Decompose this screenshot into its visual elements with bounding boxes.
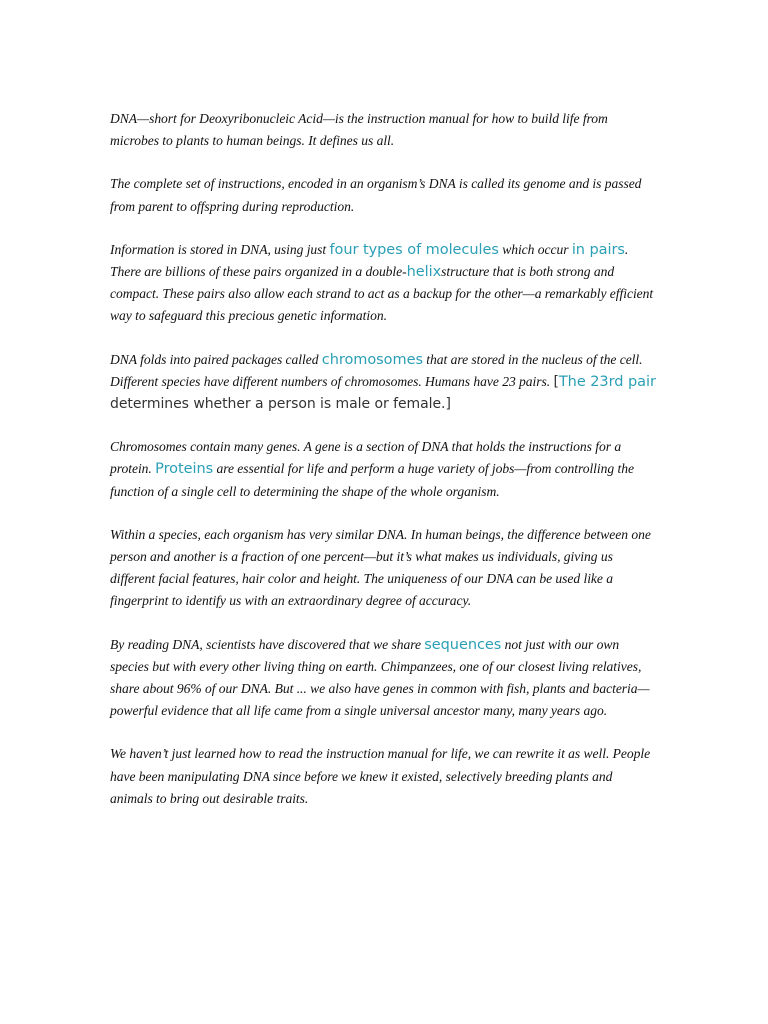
paragraph-text: Chromosomes contain many genes. A gene is a section of DNA that holds the instructions for a protein. — [110, 439, 622, 477]
paragraph-chromosomes — [110, 349, 658, 416]
paragraph-genome — [110, 173, 658, 217]
paragraph-genes — [110, 436, 658, 503]
paragraph-molecules — [110, 239, 658, 328]
paragraph-text: The complete set of instructions, encoded in an organism’s DNA is called its genome and is passed from parent to offspring during reproduction. — [110, 176, 642, 214]
link-in-pairs[interactable]: in pairs — [571, 241, 625, 258]
paragraph-species-similarity — [110, 524, 658, 613]
paragraph-text: Within a species, each organism has very similar DNA. In human beings, the difference between one person and another is a fraction of one percent—but it’s what makes us individuals, giving us different facial features, hair color and height. The uniqueness of our DNA can be used like a fingerprint to identify us with an extraordinary degree of accuracy. — [110, 526, 651, 609]
document-page — [110, 108, 658, 831]
paragraph-text: DNA—short for Deoxyribonucleic Acid—is the instruction manual for how to build life from microbes to plants to human beings. It defines us all. — [110, 111, 608, 149]
paragraph-text: Information is stored in DNA, using just — [110, 241, 330, 257]
bracket-open: [ — [553, 373, 559, 390]
paragraph-text-plain: determines whether a person is male or female.] — [110, 396, 451, 413]
link-23rd-pair[interactable]: The 23rd pair — [558, 373, 656, 390]
link-proteins[interactable]: Proteins — [155, 461, 214, 478]
paragraph-text: which occur — [498, 241, 572, 257]
paragraph-text: structure that is both strong and compact. These pairs also allow each strand to act as a backup for the other—a remarkably efficient way to safeguard this precious genetic information. — [110, 264, 654, 324]
paragraph-text: not just with our own species but with every other living thing on earth. Chimpanzees, one of our closest living relatives, share about 96% of our DNA. But ... we also have genes in common with fish, plants and bacteria—powerful evidence that all life came from a single universal ancestor many, many years ago. — [110, 636, 650, 719]
paragraph-text: are essential for life and perform a huge variety of jobs—from controlling the function of a single cell to determining the shape of the whole organism. — [110, 461, 634, 499]
paragraph-text: By reading DNA, scientists have discovered that we share — [110, 636, 425, 652]
paragraph-text: . There are billions of these pairs organized in a double- — [110, 241, 629, 280]
paragraph-sequences — [110, 634, 658, 723]
link-four-types-of-molecules[interactable]: four types of molecules — [329, 241, 499, 258]
paragraph-text: DNA folds into paired packages called — [110, 351, 322, 367]
link-helix[interactable]: helix — [406, 264, 442, 281]
paragraph-rewrite — [110, 743, 658, 810]
link-chromosomes[interactable]: chromosomes — [321, 351, 423, 368]
paragraph-dna-definition — [110, 108, 658, 152]
link-sequences[interactable]: sequences — [424, 636, 502, 653]
paragraph-text: We haven’t just learned how to read the instruction manual for life, we can rewrite it as well. People have been manipulating DNA since before we knew it existed, selectively breeding plants and animals to bring out desirable traits. — [110, 746, 651, 806]
paragraph-text: that are stored in the nucleus of the cell. Different species have different numbers of chromosomes. Humans have 23 pairs. — [110, 351, 643, 389]
